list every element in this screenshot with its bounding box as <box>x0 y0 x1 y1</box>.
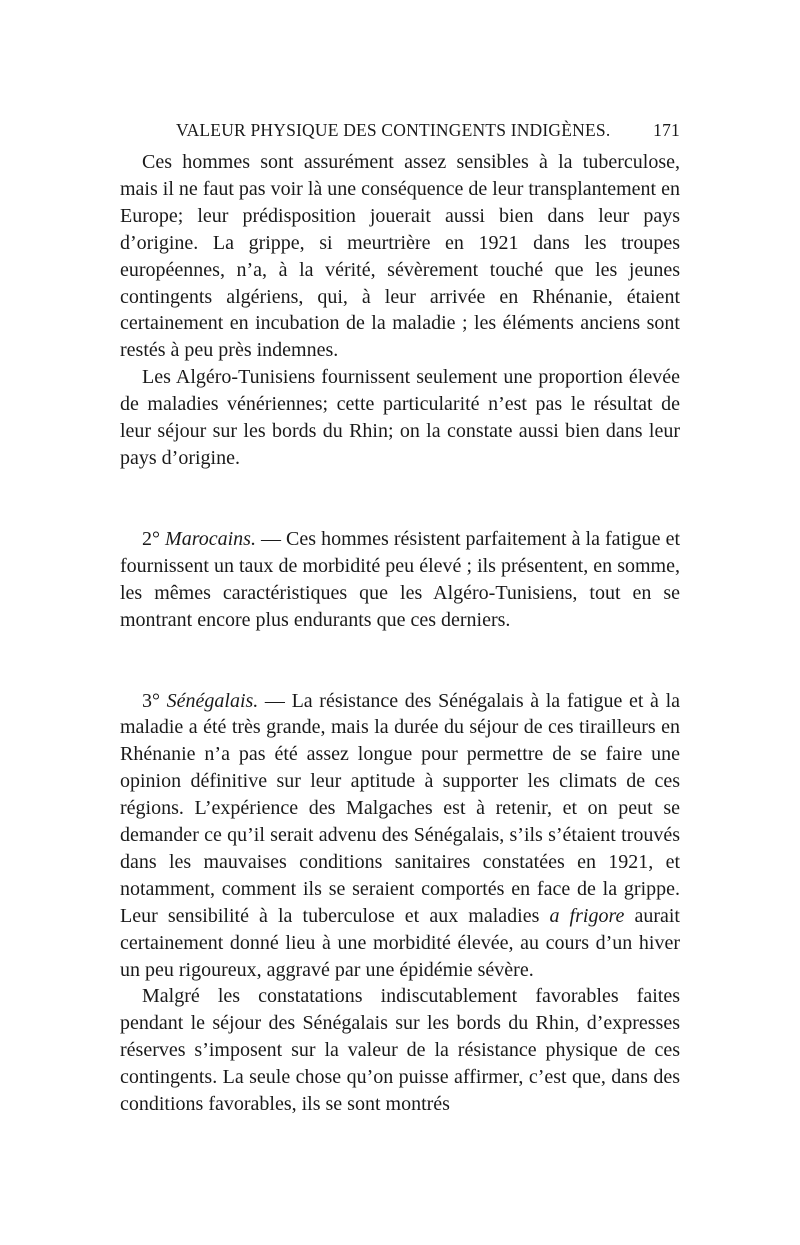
section-number: 2° <box>142 527 160 550</box>
paragraph-reserves: Malgré les constatations indiscutablement favorables faites pendant le séjour des Sénégalais sur les bords du Rhin, d’expresses réserves s’imposent sur la valeur de la résistance physique de ces contingents. La seule chose qu’on puisse affirmer, c’est que, dans des conditions favorables, ils se sont montrés <box>120 985 680 1116</box>
page-body <box>120 149 680 1118</box>
section-gap <box>120 472 680 526</box>
paragraph-algero-tunisiens: Les Algéro-Tunisiens fournissent seulement une proportion élevée de maladies vénériennes; cette particularité n’est pas le résultat de leur séjour sur les bords du Rhin; on la constate aussi bien dans leur pays d’origine. <box>120 366 680 469</box>
section-marocains <box>120 526 680 634</box>
section-number: 3° <box>142 689 160 712</box>
section-gap <box>120 634 680 688</box>
section-title: Marocains. <box>165 527 256 550</box>
page-number: 171 <box>653 120 680 140</box>
section-title: Sénégalais. <box>166 689 259 712</box>
section-text: aurait certainement donné lieu à une morbidité élevée, au cours d’un hiver un peu rigoureux, aggravé par une épidémie sévère. <box>120 904 680 981</box>
section-text: — Ces hommes résistent parfaitement à la fatigue et fournissent un taux de morbidité peu élevé ; ils présentent, en somme, les mêmes caractéristiques que les Algéro-Tunisiens, tout en se montrant encore plus endurants que ces derniers. <box>120 527 681 631</box>
section-text: — La résistance des Sénégalais à la fatigue et à la maladie a été très grande, mais la durée du séjour de ces tirailleurs en Rhénanie n’a pas été assez longue pour permettre de se faire une opinion définitive sur leur aptitude à supporter les climats de ces régions. L’expérience des Malgaches est à retenir, et on peut se demander ce qu’il serait advenu des Sénégalais, s’ils s’étaient trouvés dans les mauvaises conditions sanitaires constatées en 1921, et notamment, comment ils se seraient comportés en face de la grippe. Leur sensibilité à la tuberculose et aux maladies <box>120 689 680 927</box>
paragraph-tuberculose: Ces hommes sont assurément assez sensibles à la tuberculose, mais il ne faut pas voir là une conséquence de leur transplantement en Europe; leur prédisposition jouerait aussi bien dans leur pays d’origine. La grippe, si meurtrière en 1921 dans les troupes européennes, n’a, à la vérité, sévèrement touché que les jeunes contingents algériens, qui, à leur arrivée en Rhénanie, étaient certainement en incubation de la maladie ; les éléments anciens sont restés à peu près indemnes. <box>120 151 680 362</box>
section-senegalais <box>120 688 680 984</box>
running-title: VALEUR PHYSIQUE DES CONTINGENTS INDIGÈNES. <box>176 120 611 140</box>
running-header <box>120 120 680 146</box>
latin-term: a frigore <box>549 904 625 927</box>
